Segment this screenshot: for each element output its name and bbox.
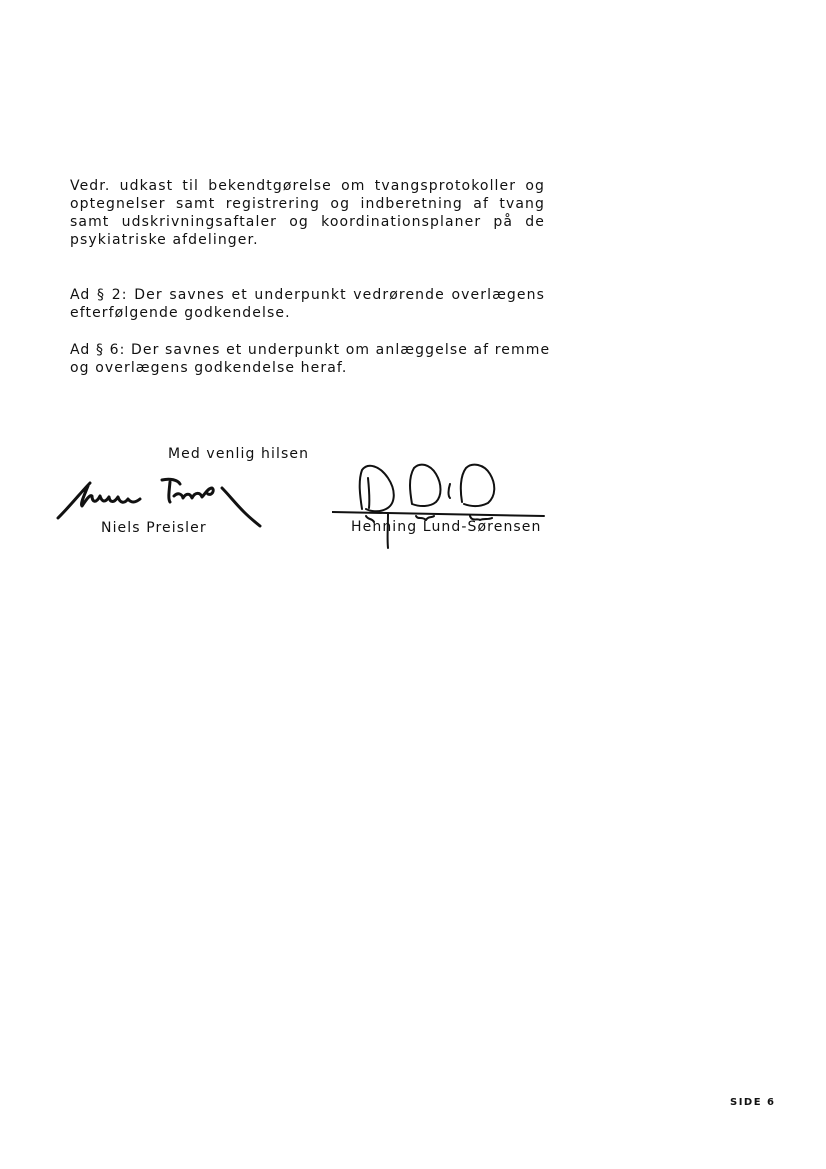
closing-salutation: Med venlig hilsen [168, 446, 310, 462]
ad2-line: efterfølgende godkendelse. [70, 305, 291, 321]
ad2-line: Ad § 2: Der savnes et underpunkt vedrørende overlægens [70, 287, 545, 303]
ad6-line: og overlægens godkendelse heraf. [70, 360, 348, 376]
intro-line: psykiatriske afdelinger. [70, 232, 259, 248]
signature-right-image [332, 456, 547, 556]
ad6-line: Ad § 6: Der savnes et underpunkt om anlæggelse af remme [70, 342, 551, 358]
signatory-name: Niels Preisler [101, 520, 207, 536]
signatory-name: Henning Lund-Sørensen [351, 519, 542, 535]
ad2-paragraph [70, 286, 545, 322]
ad6-paragraph [70, 341, 551, 377]
intro-line: Vedr. udkast til bekendtgørelse om tvangsprotokoller og [70, 178, 545, 194]
intro-line: optegnelser samt registrering og indberetning af tvang [70, 196, 545, 212]
page-number: SIDE 6 [730, 1097, 776, 1108]
intro-paragraph [70, 177, 545, 249]
intro-line: samt udskrivningsaftaler og koordinationsplaner på de [70, 214, 545, 230]
